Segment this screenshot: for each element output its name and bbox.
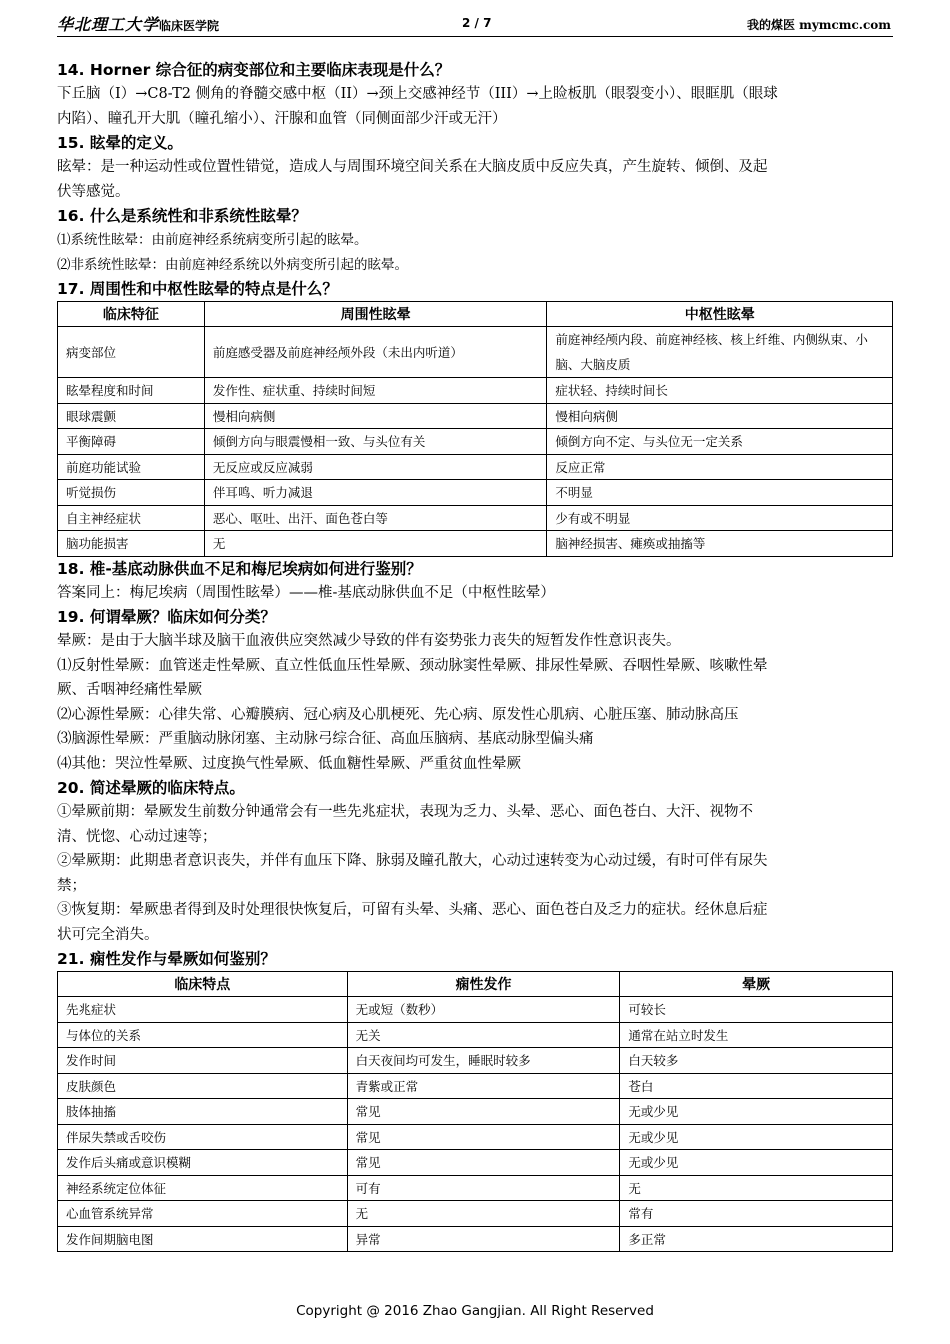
table-cell: 发作时间: [58, 1048, 348, 1074]
table-header-row: [58, 302, 893, 327]
table-cell: 脑功能损害: [58, 531, 205, 557]
question-14-title: 14. Horner 综合征的病变部位和主要临床表现是什么？: [57, 61, 451, 79]
answer-line: 眩晕：是一种运动性或位置性错觉，造成人与周围环境空间关系在大脑皮质中反应失真，产生旋转、倾倒、及起: [57, 159, 768, 175]
seizure-syncope-table: [57, 971, 893, 1252]
document-body: [57, 58, 893, 1252]
table-cell: 平衡障碍: [58, 429, 205, 455]
answer-line: ⑴反射性晕厥：血管迷走性晕厥、直立性低血压性晕厥、颈动脉窦性晕厥、排尿性晕厥、吞咽性晕厥、咳嗽性晕: [57, 657, 768, 674]
answer-line: ⑶脑源性晕厥：严重脑动脉闭塞、主动脉弓综合征、高血压脑病、基底动脉型偏头痛: [57, 731, 594, 747]
question-18-title: 18. 椎-基底动脉供血不足和梅尼埃病如何进行鉴别？: [57, 559, 422, 578]
table-header-cell: 痫性发作: [347, 972, 620, 997]
table-row: [58, 1099, 893, 1125]
table-row: [58, 1048, 893, 1074]
table-cell: 无或少见: [620, 1099, 893, 1125]
table-cell: 神经系统定位体征: [58, 1175, 348, 1201]
table-header-cell: 临床特点: [58, 972, 348, 997]
answer-line: 厥、舌咽神经痛性晕厥: [57, 682, 202, 698]
page-header: [57, 10, 893, 37]
table-cell: 眼球震颤: [58, 403, 205, 429]
table-cell: 病变部位: [58, 327, 205, 378]
table-cell: 无: [204, 531, 547, 557]
table-row: [58, 403, 893, 429]
question-21-title: 21. 痫性发作与晕厥如何鉴别？: [57, 950, 276, 968]
table-cell: 异常: [347, 1226, 620, 1252]
question-15-title: 15. 眩晕的定义。: [57, 134, 183, 152]
table-cell: 倾倒方向与眼震慢相一致、与头位有关: [204, 429, 547, 455]
table-cell: 可有: [347, 1175, 620, 1201]
answer-line: 禁；: [57, 877, 86, 894]
copyright-footer: Copyright @ 2016 Zhao Gangjian. All Right Reserved: [296, 1303, 654, 1319]
table-cell: 皮肤颜色: [58, 1073, 348, 1099]
table-cell: 倾倒方向不定、与头位无一定关系: [547, 429, 893, 455]
table-row: [58, 378, 893, 404]
table-header-cell: 周围性眩晕: [204, 302, 547, 327]
table-cell: 无或少见: [620, 1150, 893, 1176]
university-logo: [57, 12, 219, 35]
answer-line: 状可完全消失。: [57, 926, 159, 943]
table-cell: 恶心、呕吐、出汗、面色苍白等: [204, 505, 547, 531]
table-row: [58, 480, 893, 506]
table-row: [58, 1201, 893, 1227]
question-19-title: 19. 何谓晕厥？临床如何分类？: [57, 608, 276, 626]
table-header-row: [58, 972, 893, 997]
vertigo-comparison-table: [57, 301, 893, 557]
table-cell: 发作后头痛或意识模糊: [58, 1150, 348, 1176]
question-16-title: 16. 什么是系统性和非系统性眩晕？: [57, 207, 307, 225]
table-row: [58, 454, 893, 480]
table-cell: 自主神经症状: [58, 505, 205, 531]
table-cell: 肢体抽搐: [58, 1099, 348, 1125]
answer-line: ③恢复期：晕厥患者得到及时处理很快恢复后，可留有头晕、头痛、恶心、面色苍白及乏力的症状。经休息后症: [57, 902, 768, 918]
table-cell: 心血管系统异常: [58, 1201, 348, 1227]
answer-line: 答案同上：梅尼埃病（周围性眩晕）——椎-基底动脉供血不足（中枢性眩晕）: [57, 584, 555, 601]
table-cell: 少有或不明显: [547, 505, 893, 531]
table-row: [58, 1022, 893, 1048]
answer-line: 内陷）、瞳孔开大肌（瞳孔缩小）、汗腺和血管（同侧面部少汗或无汗）: [57, 110, 507, 127]
table-cell: 前庭感受器及前庭神经颅外段（未出内听道）: [204, 327, 547, 378]
logo-text: 华北理工大学: [57, 15, 160, 34]
table-cell: 常见: [347, 1099, 620, 1125]
table-cell: 无或短（数秒）: [347, 997, 620, 1023]
table-cell: 症状轻、持续时间长: [547, 378, 893, 404]
table-cell: 无反应或反应减弱: [204, 454, 547, 480]
table-cell: 伴耳鸣、听力减退: [204, 480, 547, 506]
table-cell: 慢相向病侧: [204, 403, 547, 429]
table-cell: 前庭神经颅内段、前庭神经核、核上纤维、内侧纵束、小脑、大脑皮质: [547, 327, 893, 378]
question-17-title: 17. 周围性和中枢性眩晕的特点是什么？: [57, 280, 338, 298]
table-row: [58, 997, 893, 1023]
site-name: 我的煤医 mymcmc.com: [746, 18, 891, 32]
table-cell: 常有: [620, 1201, 893, 1227]
table-cell: 听觉损伤: [58, 480, 205, 506]
table-cell: 脑神经损害、瘫痪或抽搐等: [547, 531, 893, 557]
answer-line: 晕厥：是由于大脑半球及脑干血液供应突然减少导致的伴有姿势张力丧失的短暂发作性意识丧失。: [57, 633, 681, 649]
table-row: [58, 1124, 893, 1150]
table-cell: 无: [347, 1201, 620, 1227]
answer-line: ⑴系统性眩晕：由前庭神经系统病变所引起的眩晕。: [57, 232, 368, 248]
table-cell: 苍白: [620, 1073, 893, 1099]
answer-line: 下丘脑（I）→C8-T2 侧角的脊髓交感中枢（II）→颈上交感神经节（III）→上睑板肌（眼裂变小）、眼眶肌（眼球: [57, 86, 778, 102]
table-cell: 不明显: [547, 480, 893, 506]
answer-line: ⑵心源性晕厥：心律失常、心瓣膜病、冠心病及心肌梗死、先心病、原发性心肌病、心脏压塞、肺动脉高压: [57, 706, 739, 723]
table-cell: 常见: [347, 1124, 620, 1150]
table-cell: 反应正常: [547, 454, 893, 480]
table-cell: 先兆症状: [58, 997, 348, 1023]
table-row: [58, 1226, 893, 1252]
table-cell: 无或少见: [620, 1124, 893, 1150]
table-header-cell: 晕厥: [620, 972, 893, 997]
table-cell: 通常在站立时发生: [620, 1022, 893, 1048]
table-cell: 发作性、症状重、持续时间短: [204, 378, 547, 404]
table-header-cell: 中枢性眩晕: [547, 302, 893, 327]
answer-line: 伏等感觉。: [57, 183, 130, 200]
question-20-title: 20. 简述晕厥的临床特点。: [57, 779, 245, 797]
page-number: 2 / 7: [462, 16, 492, 30]
table-cell: 慢相向病侧: [547, 403, 893, 429]
college-name: 临床医学院: [159, 19, 220, 33]
table-cell: 前庭功能试验: [58, 454, 205, 480]
table-cell: 发作间期脑电图: [58, 1226, 348, 1252]
table-row: [58, 1175, 893, 1201]
table-cell: 白天夜间均可发生，睡眠时较多: [347, 1048, 620, 1074]
table-header-cell: 临床特征: [58, 302, 205, 327]
table-row: [58, 531, 893, 557]
answer-line: 清、恍惚、心动过速等；: [57, 828, 217, 845]
answer-line: ⑵非系统性眩晕：由前庭神经系统以外病变所引起的眩晕。: [57, 256, 408, 273]
table-row: [58, 1150, 893, 1176]
answer-line: ⑷其他：哭泣性晕厥、过度换气性晕厥、低血糖性晕厥、严重贫血性晕厥: [57, 755, 521, 772]
answer-line: ②晕厥期：此期患者意识丧失，并伴有血压下降、脉弱及瞳孔散大，心动过速转变为心动过缓，有时可伴有尿失: [57, 853, 768, 869]
table-cell: 无: [620, 1175, 893, 1201]
table-cell: 常见: [347, 1150, 620, 1176]
table-row: [58, 1073, 893, 1099]
table-row: [58, 429, 893, 455]
table-cell: 白天较多: [620, 1048, 893, 1074]
table-cell: 眩晕程度和时间: [58, 378, 205, 404]
table-row: [58, 327, 893, 378]
table-cell: 无关: [347, 1022, 620, 1048]
table-cell: 与体位的关系: [58, 1022, 348, 1048]
table-row: [58, 505, 893, 531]
table-cell: 可较长: [620, 997, 893, 1023]
table-cell: 伴尿失禁或舌咬伤: [58, 1124, 348, 1150]
answer-line: ①晕厥前期：晕厥发生前数分钟通常会有一些先兆症状，表现为乏力、头晕、恶心、面色苍白、大汗、视物不: [57, 804, 753, 820]
table-cell: 青紫或正常: [347, 1073, 620, 1099]
table-cell: 多正常: [620, 1226, 893, 1252]
